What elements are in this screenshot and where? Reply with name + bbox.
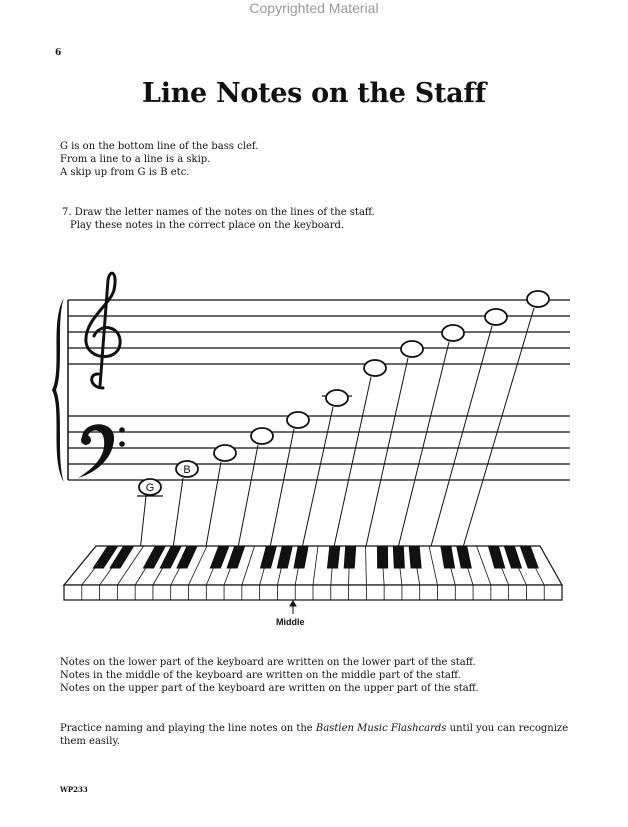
whole-note (485, 309, 507, 325)
page-title: Line Notes on the Staff (142, 78, 486, 109)
treble-clef-icon (86, 273, 120, 388)
footer-code: WP233 (60, 785, 88, 794)
middle-c-label: Middle (276, 617, 305, 627)
note-letter: G (145, 482, 155, 494)
black-key (377, 546, 387, 568)
note-pointer-line (391, 342, 449, 576)
whole-note (527, 291, 549, 307)
copyright-watermark: Copyrighted Material (249, 0, 379, 16)
whole-note (287, 412, 309, 428)
practice-instructions (60, 722, 580, 748)
flashcards-title: Bastien Music Flashcards (315, 723, 447, 734)
whole-note (364, 360, 386, 376)
whole-note (251, 428, 273, 444)
black-key (327, 546, 339, 568)
whole-note (442, 325, 464, 341)
black-key (393, 546, 404, 568)
practice-text-before: Practice naming and playing the line notes on the (60, 723, 316, 734)
exercise-line-2: Play these notes in the correct place on the keyboard. (70, 220, 345, 231)
ledger-lines (137, 396, 352, 496)
intro-line-2: From a line to a line is a skip. (60, 154, 211, 165)
note-pointer-line (359, 358, 408, 576)
whole-note (401, 341, 423, 357)
practice-text-after: until you can recognize them easily. (60, 723, 569, 747)
black-key (409, 546, 421, 568)
grand-staff-brace (52, 298, 64, 482)
paragraph-upper: Notes on the upper part of the keyboard are written on the upper part of the staff. (60, 683, 479, 694)
paragraph-lower: Notes on the lower part of the keyboard are written on the lower part of the staff. (60, 657, 476, 668)
exercise-line-1: 7. Draw the letter names of the notes on the lines of the staff. (62, 207, 375, 218)
note-letter: B (183, 464, 191, 476)
page-number: 6 (55, 48, 62, 58)
piano-keyboard (64, 546, 562, 600)
middle-c-arrow (290, 601, 296, 614)
whole-note (326, 390, 348, 406)
black-key (344, 546, 356, 568)
whole-note (214, 445, 236, 461)
paragraph-middle: Notes in the middle of the keyboard are written on the middle part of the staff. (60, 670, 461, 681)
intro-line-3: A skip up from G is B etc. (60, 167, 190, 178)
intro-line-1: G is on the bottom line of the bass clef. (60, 141, 259, 152)
